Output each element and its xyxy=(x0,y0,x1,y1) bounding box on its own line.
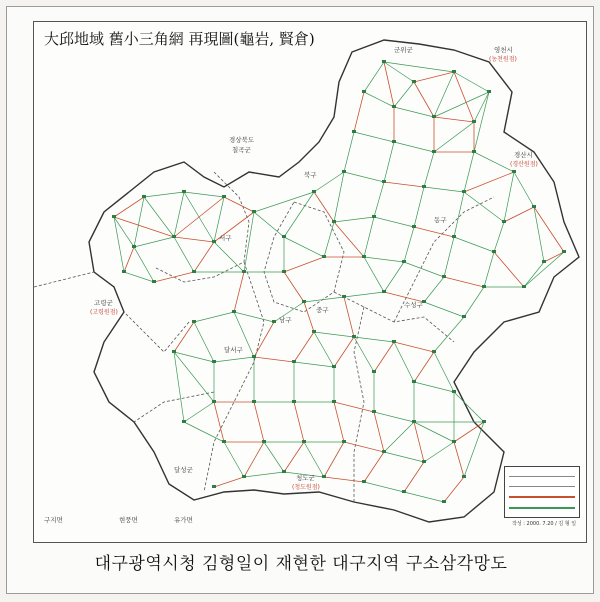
network-line xyxy=(344,297,354,337)
station-marker xyxy=(532,205,536,208)
network-line xyxy=(414,422,424,462)
network-line xyxy=(414,352,434,382)
legend-row-green xyxy=(509,501,575,509)
network-line xyxy=(374,217,414,227)
station-marker xyxy=(382,180,386,183)
network-line xyxy=(464,152,474,192)
station-marker xyxy=(252,355,256,358)
network-line xyxy=(354,132,394,142)
network-line xyxy=(144,192,184,197)
station-marker xyxy=(372,370,376,373)
network-line xyxy=(314,332,354,337)
network-line xyxy=(134,237,174,247)
label-bukgu: 북구 xyxy=(304,171,317,179)
daegu-boundary xyxy=(89,40,579,522)
station-marker xyxy=(487,90,491,93)
network-line xyxy=(354,92,364,132)
station-marker xyxy=(442,275,446,278)
station-marker xyxy=(132,245,136,248)
station-markers xyxy=(112,60,566,503)
network-line xyxy=(484,252,494,287)
network-line xyxy=(344,172,384,182)
network-line xyxy=(384,452,424,462)
network-line xyxy=(284,442,304,472)
station-marker xyxy=(412,380,416,383)
network-line xyxy=(314,172,344,192)
station-marker xyxy=(352,130,356,133)
label-gyeongsan-origin: (경산원점) xyxy=(510,161,538,168)
station-marker xyxy=(342,170,346,173)
label-gunwi: 군위군 xyxy=(394,46,413,54)
network-line xyxy=(334,172,344,222)
network-line xyxy=(334,217,374,222)
network-line xyxy=(424,302,464,317)
network-line xyxy=(474,92,489,122)
network-line xyxy=(374,412,384,452)
station-marker xyxy=(222,440,226,443)
network-line xyxy=(354,337,394,342)
label-gyeongbuk: 경상북도 xyxy=(229,136,255,144)
network-line xyxy=(334,402,344,442)
network-line xyxy=(364,62,384,92)
network-line xyxy=(134,247,154,282)
station-marker xyxy=(302,300,306,303)
station-marker xyxy=(232,310,236,313)
network-line xyxy=(344,442,384,452)
network-line xyxy=(454,392,484,422)
station-marker xyxy=(212,360,216,363)
station-marker xyxy=(392,105,396,108)
label-dalseong: 달성군 xyxy=(174,466,193,474)
label-hyeonpung: 현풍면 xyxy=(119,516,138,524)
station-marker xyxy=(322,255,326,258)
network-line xyxy=(324,222,334,257)
network-line xyxy=(424,277,444,302)
network-line xyxy=(254,357,294,362)
station-marker xyxy=(482,285,486,288)
station-marker xyxy=(432,115,436,118)
station-marker xyxy=(282,470,286,473)
network-line xyxy=(444,477,464,502)
network-line xyxy=(414,422,454,442)
station-marker xyxy=(382,60,386,63)
station-marker xyxy=(442,500,446,503)
map-title: 大邱地域 舊小三角網 再現圖(龜岩, 賢倉) xyxy=(44,30,315,48)
station-marker xyxy=(332,365,336,368)
network-line xyxy=(384,182,424,187)
network-line xyxy=(434,72,454,117)
network-line xyxy=(214,357,254,362)
network-line xyxy=(284,192,314,237)
station-marker xyxy=(372,410,376,413)
station-marker xyxy=(292,400,296,403)
network-line xyxy=(224,197,254,212)
network-line xyxy=(234,272,244,312)
network-line xyxy=(414,187,424,227)
station-marker xyxy=(412,420,416,423)
triangulation-map xyxy=(33,21,587,543)
network-line xyxy=(364,482,404,492)
station-marker xyxy=(502,220,506,223)
network-line xyxy=(284,272,304,302)
station-marker xyxy=(312,190,316,193)
map-legend xyxy=(504,466,580,518)
image-caption: 대구광역시청 김형일이 재현한 대구지역 구소삼각망도 xyxy=(94,554,508,574)
station-marker xyxy=(192,270,196,273)
network-line xyxy=(464,172,514,192)
network-line xyxy=(314,332,334,367)
network-line xyxy=(294,332,314,362)
station-marker xyxy=(252,400,256,403)
station-marker xyxy=(352,335,356,338)
network-line xyxy=(114,217,174,237)
photo-frame xyxy=(6,6,594,594)
scale-note: 작성 : 2000. 7.20 / 김 형 일 xyxy=(512,521,577,527)
station-marker xyxy=(472,120,476,123)
network-line xyxy=(154,272,194,282)
network-line xyxy=(424,442,454,462)
network-line xyxy=(384,62,414,82)
network-line xyxy=(414,227,454,237)
network-line xyxy=(324,442,344,477)
network-line xyxy=(404,227,414,262)
network-line xyxy=(214,477,244,487)
network-line xyxy=(414,82,434,117)
network-line xyxy=(414,72,454,82)
network-line xyxy=(244,472,284,477)
station-marker xyxy=(492,250,496,253)
network-line xyxy=(424,152,434,187)
network-line xyxy=(424,187,464,192)
station-marker xyxy=(172,235,176,238)
station-marker xyxy=(172,350,176,353)
legend-row-red xyxy=(509,490,575,498)
network-line xyxy=(384,422,414,452)
station-marker xyxy=(242,475,246,478)
network-line xyxy=(464,192,504,222)
network-line xyxy=(454,72,489,92)
station-marker xyxy=(422,460,426,463)
network-line xyxy=(534,207,544,262)
station-marker xyxy=(212,485,216,488)
network-line xyxy=(414,382,454,392)
network-line xyxy=(474,152,514,172)
network-line xyxy=(114,217,124,272)
station-marker xyxy=(462,475,466,478)
station-marker xyxy=(462,315,466,318)
network-line xyxy=(434,317,464,352)
station-marker xyxy=(282,235,286,238)
network-line xyxy=(194,242,214,272)
network-line xyxy=(494,252,524,287)
network-line xyxy=(364,92,394,107)
station-marker xyxy=(292,360,296,363)
station-marker xyxy=(382,450,386,453)
legend-row xyxy=(509,480,575,487)
station-marker xyxy=(182,420,186,423)
network-line xyxy=(404,492,444,502)
label-yeongcheon: 영천시 xyxy=(494,46,513,54)
network-line xyxy=(374,182,384,217)
station-marker xyxy=(192,320,196,323)
network-line xyxy=(304,442,324,477)
station-marker xyxy=(362,255,366,258)
network-line xyxy=(454,237,494,252)
network-line xyxy=(524,252,564,287)
label-suseong: 수성구 xyxy=(404,301,423,309)
station-marker xyxy=(402,490,406,493)
station-marker xyxy=(332,400,336,403)
station-marker xyxy=(212,240,216,243)
network-line xyxy=(214,242,244,272)
network-line xyxy=(254,322,274,357)
label-yeongcheon-origin: (농천원점) xyxy=(489,56,517,63)
network-line xyxy=(434,117,474,122)
station-marker xyxy=(142,195,146,198)
network-line xyxy=(464,422,484,477)
network-line xyxy=(144,197,174,237)
network-line xyxy=(284,237,324,257)
network-line xyxy=(454,422,484,442)
network-line xyxy=(344,132,354,172)
label-seogu: 서구 xyxy=(219,234,232,242)
network-line xyxy=(254,192,314,212)
network-line xyxy=(524,262,544,287)
network-line xyxy=(214,402,224,442)
network-line xyxy=(304,302,314,332)
network-line xyxy=(294,402,304,442)
network-line xyxy=(364,452,384,482)
station-marker xyxy=(432,350,436,353)
label-yuga: 유가면 xyxy=(174,516,193,524)
network-line xyxy=(334,337,354,367)
district-boundaries xyxy=(34,172,494,502)
station-marker xyxy=(282,270,286,273)
station-marker xyxy=(312,330,316,333)
network-line xyxy=(434,122,474,152)
station-marker xyxy=(362,90,366,93)
station-marker xyxy=(452,440,456,443)
station-marker xyxy=(392,340,396,343)
network-line xyxy=(134,197,144,247)
label-junggu: 중구 xyxy=(316,306,329,314)
station-marker xyxy=(262,440,266,443)
network-line xyxy=(324,477,364,482)
network-line xyxy=(494,222,504,252)
triangulation-green xyxy=(114,62,564,502)
network-line xyxy=(174,237,194,272)
station-marker xyxy=(272,320,276,323)
legend-row xyxy=(509,470,575,477)
station-marker xyxy=(392,140,396,143)
station-marker xyxy=(402,260,406,263)
network-line xyxy=(234,312,274,322)
station-marker xyxy=(212,400,216,403)
network-line xyxy=(384,262,404,292)
station-marker xyxy=(432,150,436,153)
station-marker xyxy=(462,190,466,193)
label-namgu: 남구 xyxy=(279,316,292,324)
station-marker xyxy=(222,195,226,198)
station-marker xyxy=(422,185,426,188)
station-marker xyxy=(472,150,476,153)
label-gyeongsan: 경산시 xyxy=(514,151,533,159)
station-marker xyxy=(482,420,486,423)
network-line xyxy=(174,237,214,242)
network-line xyxy=(364,257,384,292)
station-marker xyxy=(332,220,336,223)
map-canvas xyxy=(34,22,586,542)
station-marker xyxy=(122,270,126,273)
station-marker xyxy=(182,190,186,193)
network-line xyxy=(184,402,214,422)
network-line xyxy=(404,462,424,492)
network-line xyxy=(194,312,234,322)
network-line xyxy=(244,442,264,477)
network-line xyxy=(504,172,514,222)
network-line xyxy=(374,342,394,372)
network-line xyxy=(304,297,344,302)
network-line xyxy=(184,422,224,442)
station-marker xyxy=(342,295,346,298)
label-cheongdo-origin: (청도원점) xyxy=(292,484,320,491)
label-donggu: 동구 xyxy=(434,216,447,224)
network-line xyxy=(474,92,489,152)
network-line xyxy=(184,192,224,197)
station-marker xyxy=(382,290,386,293)
station-marker xyxy=(452,235,456,238)
station-marker xyxy=(152,280,156,283)
network-line xyxy=(464,287,484,317)
network-line xyxy=(404,262,444,277)
station-marker xyxy=(112,215,116,218)
label-goryeong-origin: (고령원점) xyxy=(90,309,118,316)
station-marker xyxy=(512,170,516,173)
network-line xyxy=(314,192,334,222)
station-marker xyxy=(522,285,526,288)
network-line xyxy=(374,412,414,422)
network-line xyxy=(454,442,464,477)
network-line xyxy=(254,212,284,237)
network-line xyxy=(124,247,134,272)
network-line xyxy=(364,217,374,257)
station-marker xyxy=(452,390,456,393)
station-marker xyxy=(452,70,456,73)
network-line xyxy=(434,352,454,392)
network-line xyxy=(434,92,489,117)
station-marker xyxy=(342,440,346,443)
network-line xyxy=(334,222,364,257)
network-line xyxy=(394,342,414,382)
triangulation-red xyxy=(114,62,564,502)
label-cheongdo: 청도군 xyxy=(296,474,315,482)
network-line xyxy=(384,62,394,107)
network-line xyxy=(504,207,534,222)
network-line xyxy=(444,237,454,277)
station-marker xyxy=(322,475,326,478)
network-line xyxy=(444,277,484,287)
network-line xyxy=(254,402,264,442)
network-line xyxy=(194,322,214,362)
network-line xyxy=(454,192,464,237)
network-line xyxy=(224,442,244,477)
network-line xyxy=(264,442,284,472)
station-marker xyxy=(362,480,366,483)
station-marker xyxy=(412,225,416,228)
station-marker xyxy=(542,260,546,263)
network-line xyxy=(364,257,404,262)
station-marker xyxy=(372,215,376,218)
network-line xyxy=(174,322,194,352)
station-marker xyxy=(412,80,416,83)
station-marker xyxy=(302,440,306,443)
label-chilgok: 칠곡군 xyxy=(232,146,251,154)
network-line xyxy=(384,62,454,72)
network-line xyxy=(394,342,434,352)
network-line xyxy=(534,207,564,252)
network-line xyxy=(344,292,384,297)
network-line xyxy=(294,362,334,367)
station-marker xyxy=(242,270,246,273)
label-dalseo: 달서구 xyxy=(224,346,243,354)
network-line xyxy=(394,107,434,117)
station-marker xyxy=(562,250,566,253)
network-line xyxy=(394,142,434,152)
network-line xyxy=(384,142,394,182)
label-goryeong: 고령군 xyxy=(94,299,113,307)
network-line xyxy=(394,82,414,107)
station-marker xyxy=(252,210,256,213)
network-line xyxy=(174,352,214,362)
network-line xyxy=(454,72,474,122)
label-guji: 구지면 xyxy=(44,516,63,524)
network-line xyxy=(334,402,374,412)
network-line xyxy=(514,172,534,207)
network-line xyxy=(284,257,324,272)
